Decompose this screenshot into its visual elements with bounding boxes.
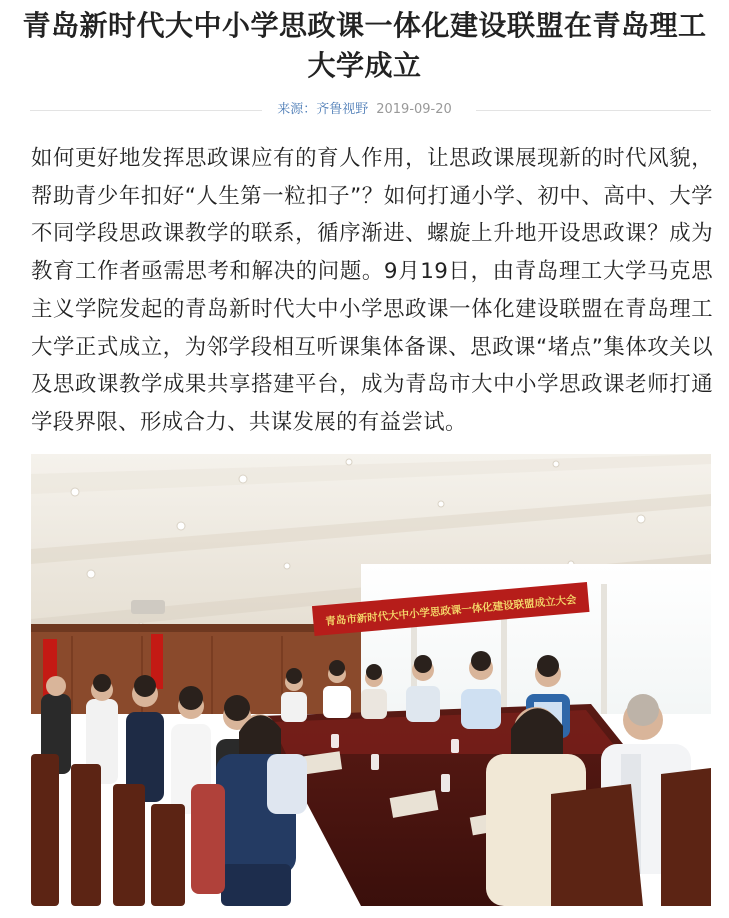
article-body: 如何更好地发挥思政课应有的育人作用，让思政课展现新的时代风貌，帮助青少年扣好“人生第一粒扣子”？如何打通小学、初中、高中、大学不同学段思政课教学的联系，循序渐进、螺旋上升地开设思政课？成为教育工作者亟需思考和解决的问题。9月19日，由青岛理工大学马克思主义学院发起的青岛新时代大中小学思政课一体化建设联盟在青岛理工大学正式成立，为邻学段相互听课集体备课、思政课“堵点”集体攻关以及思政课教学成果共享搭建平台，成为青岛市大中小学思政课老师打通学段界限、形成合力、共谋发展的有益尝试。 bbox=[31, 146, 713, 435]
projector bbox=[131, 600, 165, 614]
meta-line bbox=[269, 98, 460, 122]
source-link[interactable]: 齐鲁视野 bbox=[316, 102, 369, 117]
source-label: 来源： bbox=[277, 102, 317, 117]
meta-divider-left bbox=[30, 110, 262, 111]
article-title: 青岛新时代大中小学思政课一体化建设联盟在青岛理工大学成立 bbox=[22, 9, 707, 82]
article-meta bbox=[0, 98, 729, 122]
publish-date: 2019-09-20 bbox=[376, 102, 452, 117]
banner-text: 青岛市新时代大中小学思政课一体化建设联盟成立大会 bbox=[324, 594, 577, 628]
meta-divider-right bbox=[476, 110, 711, 111]
meeting-photo bbox=[31, 454, 711, 906]
